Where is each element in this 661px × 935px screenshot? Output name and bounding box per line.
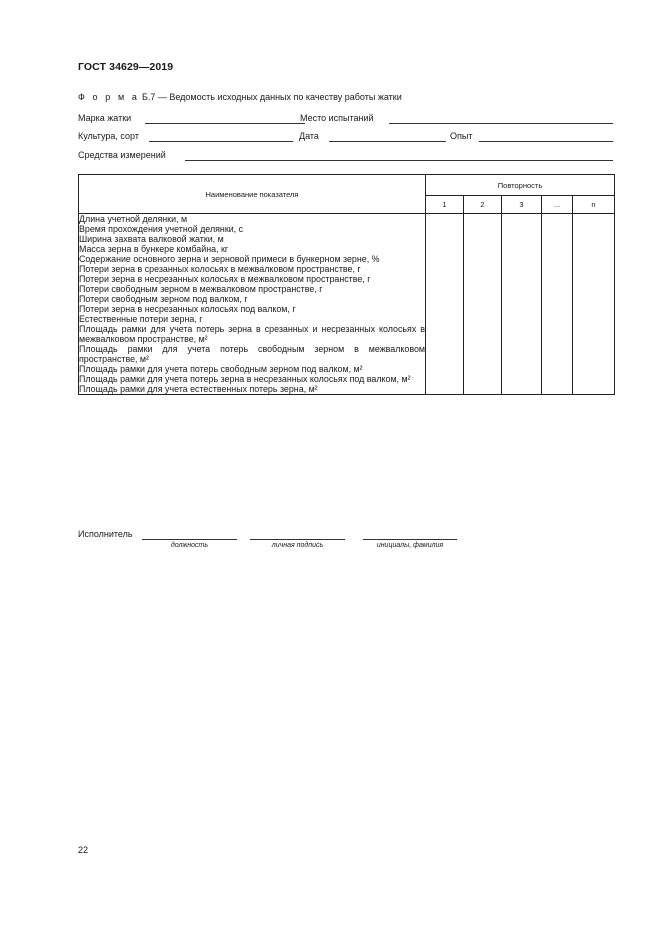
indicator-name-cell [79, 284, 426, 294]
crop-variety-field[interactable] [149, 131, 293, 142]
value-cell[interactable] [502, 264, 542, 274]
value-cell[interactable] [573, 304, 615, 314]
value-cell[interactable] [426, 294, 464, 304]
value-cell[interactable] [426, 254, 464, 264]
value-cell[interactable] [573, 294, 615, 304]
value-cell[interactable] [426, 324, 464, 344]
indicator-name-cell [79, 304, 426, 314]
value-cell[interactable] [542, 344, 573, 364]
value-cell[interactable] [542, 264, 573, 274]
indicator-name-cell [79, 294, 426, 304]
name-caption: инициалы, фамилия [376, 542, 444, 549]
value-cell[interactable] [502, 364, 542, 374]
value-cell[interactable] [464, 374, 502, 384]
value-cell[interactable] [542, 274, 573, 284]
indicator-name: Площадь рамки для учета потерь зерна в несрезанных колосьях под валком, м² [79, 374, 411, 384]
table-row [79, 274, 615, 284]
table-row [79, 254, 615, 264]
value-cell[interactable] [573, 284, 615, 294]
value-cell[interactable] [426, 244, 464, 254]
value-cell[interactable] [464, 324, 502, 344]
value-cell[interactable] [426, 304, 464, 314]
table-row [79, 324, 615, 344]
experiment-field[interactable] [479, 131, 613, 142]
test-place-label: Место испытаний [300, 113, 374, 123]
repeat-column-3: 3 [502, 196, 542, 214]
indicator-name-cell [79, 314, 426, 324]
value-cell[interactable] [426, 384, 464, 395]
value-cell[interactable] [502, 314, 542, 324]
table-row [79, 384, 615, 395]
indicator-name-cell [79, 324, 426, 344]
indicator-name: Площадь рамки для учета потерь свободным зерном под валком, м² [79, 364, 363, 374]
value-cell[interactable] [464, 224, 502, 234]
value-cell[interactable] [464, 244, 502, 254]
repeat-column-1: 1 [426, 196, 464, 214]
table-row [79, 344, 615, 364]
field-row-crop-date-experiment [78, 131, 613, 145]
table-row [79, 224, 615, 234]
page-number: 22 [78, 845, 89, 855]
table-row [79, 364, 615, 374]
table-row [79, 234, 615, 244]
value-cell[interactable] [502, 284, 542, 294]
measuring-tools-label: Средства измерений [78, 150, 166, 160]
table-row [79, 304, 615, 314]
value-cell[interactable] [464, 344, 502, 364]
indicator-name-cell [79, 344, 426, 364]
value-cell[interactable] [502, 304, 542, 314]
value-cell[interactable] [573, 234, 615, 244]
value-cell[interactable] [426, 214, 464, 225]
value-cell[interactable] [573, 314, 615, 324]
form-title-prefix: Ф о р м а [78, 92, 140, 102]
value-cell[interactable] [464, 294, 502, 304]
value-cell[interactable] [573, 214, 615, 225]
value-cell[interactable] [542, 374, 573, 384]
column-header-repeat: Повторность [426, 175, 615, 196]
value-cell[interactable] [573, 274, 615, 284]
standard-code: ГОСТ 34629—2019 [78, 61, 174, 73]
indicator-name: Площадь рамки для учета потерь свободным зерном в межвалковом пространстве, м² [79, 344, 425, 364]
crop-variety-label: Культура, сорт [78, 131, 139, 141]
indicator-name: Потери зерна в срезанных колосьях в межвалковом пространстве, г [79, 264, 361, 274]
table-row [79, 374, 615, 384]
table-row [79, 294, 615, 304]
indicator-name-cell [79, 244, 426, 254]
value-cell[interactable] [542, 364, 573, 374]
indicator-name: Площадь рамки для учета потерь зерна в срезанных и несрезанных колосьях в межвалковом пространстве, м² [79, 324, 425, 344]
value-cell[interactable] [502, 254, 542, 264]
executor-block [78, 529, 478, 559]
executor-position-field[interactable] [142, 539, 237, 540]
value-cell[interactable] [502, 224, 542, 234]
value-cell[interactable] [426, 344, 464, 364]
header-brand-field[interactable] [145, 113, 305, 124]
field-row-brand-place [78, 113, 613, 127]
indicator-name: Время прохождения учетной делянки, с [79, 224, 244, 234]
indicator-name-cell [79, 384, 426, 395]
value-cell[interactable] [542, 314, 573, 324]
indicator-name: Масса зерна в бункере комбайна, кг [79, 244, 229, 254]
value-cell[interactable] [502, 344, 542, 364]
form-title [78, 92, 402, 102]
value-cell[interactable] [502, 294, 542, 304]
value-cell[interactable] [542, 384, 573, 395]
value-cell[interactable] [573, 344, 615, 364]
indicator-name: Ширина захвата валковой жатки, м [79, 234, 224, 244]
value-cell[interactable] [573, 374, 615, 384]
value-cell[interactable] [426, 234, 464, 244]
value-cell[interactable] [502, 324, 542, 344]
field-row-measuring-tools [78, 150, 613, 164]
value-cell[interactable] [502, 274, 542, 284]
value-cell[interactable] [573, 254, 615, 264]
value-cell[interactable] [542, 234, 573, 244]
repeat-column-n: n [573, 196, 615, 214]
value-cell[interactable] [542, 294, 573, 304]
indicator-name-cell [79, 214, 426, 225]
indicator-name: Потери зерна в несрезанных колосьях в межвалковом пространстве, г [79, 274, 371, 284]
value-cell[interactable] [542, 214, 573, 225]
table-row [79, 284, 615, 294]
value-cell[interactable] [426, 274, 464, 284]
table-row [79, 214, 615, 225]
indicator-name-cell [79, 364, 426, 374]
value-cell[interactable] [464, 254, 502, 264]
table-row [79, 244, 615, 254]
value-cell[interactable] [542, 254, 573, 264]
value-cell[interactable] [464, 384, 502, 395]
executor-signature-field[interactable] [250, 539, 345, 540]
value-cell[interactable] [426, 364, 464, 374]
value-cell[interactable] [573, 264, 615, 274]
value-cell[interactable] [426, 314, 464, 324]
header-brand-label: Марка жатки [78, 113, 132, 123]
executor-name-field[interactable] [363, 539, 457, 540]
date-label: Дата [299, 131, 319, 141]
table-row [79, 314, 615, 324]
value-cell[interactable] [573, 364, 615, 374]
value-cell[interactable] [464, 214, 502, 225]
value-cell[interactable] [464, 284, 502, 294]
signature-caption: личная подпись [271, 542, 324, 549]
value-cell[interactable] [542, 224, 573, 234]
indicator-name-cell [79, 264, 426, 274]
value-cell[interactable] [542, 304, 573, 314]
repeat-column-ellipsis: ... [542, 196, 573, 214]
value-cell[interactable] [502, 244, 542, 254]
value-cell[interactable] [502, 374, 542, 384]
value-cell[interactable] [502, 214, 542, 225]
indicator-name: Потери свободным зерном в межвалковом пространстве, г [79, 284, 323, 294]
indicator-name: Естественные потери зерна, г [79, 314, 203, 324]
table-row [79, 264, 615, 274]
value-cell[interactable] [542, 324, 573, 344]
indicator-name: Длина учетной делянки, м [79, 214, 188, 224]
value-cell[interactable] [542, 284, 573, 294]
indicator-name: Потери зерна в несрезанных колосьях под валком, г [79, 304, 296, 314]
repeat-column-2: 2 [464, 196, 502, 214]
executor-label: Исполнитель [78, 529, 133, 539]
indicator-name-cell [79, 234, 426, 244]
value-cell[interactable] [464, 274, 502, 284]
experiment-label: Опыт [450, 131, 473, 141]
value-cell[interactable] [573, 244, 615, 254]
value-cell[interactable] [464, 264, 502, 274]
date-field[interactable] [329, 131, 446, 142]
value-cell[interactable] [426, 224, 464, 234]
value-cell[interactable] [502, 234, 542, 244]
value-cell[interactable] [426, 374, 464, 384]
form-title-text: Б.7 — Ведомость исходных данных по качеству работы жатки [139, 92, 402, 102]
indicator-name-cell [79, 374, 426, 384]
value-cell[interactable] [464, 304, 502, 314]
indicator-name-cell [79, 254, 426, 264]
test-place-field[interactable] [389, 113, 613, 124]
value-cell[interactable] [464, 234, 502, 244]
indicator-name: Содержание основного зерна и зерновой примеси в бункерном зерне, % [79, 254, 380, 264]
value-cell[interactable] [542, 244, 573, 254]
value-cell[interactable] [573, 384, 615, 395]
column-header-indicator: Наименование показателя [79, 175, 426, 214]
value-cell[interactable] [426, 264, 464, 274]
value-cell[interactable] [573, 224, 615, 234]
indicators-table [78, 174, 615, 395]
value-cell[interactable] [573, 324, 615, 344]
value-cell[interactable] [502, 384, 542, 395]
indicator-name-cell [79, 224, 426, 234]
indicator-name-cell [79, 274, 426, 284]
value-cell[interactable] [464, 314, 502, 324]
indicator-name: Потери свободным зерном под валком, г [79, 294, 248, 304]
position-caption: должность [170, 542, 209, 549]
value-cell[interactable] [464, 364, 502, 374]
indicator-name: Площадь рамки для учета естественных потерь зерна, м² [79, 384, 318, 394]
measuring-tools-field[interactable] [185, 150, 613, 161]
value-cell[interactable] [426, 284, 464, 294]
